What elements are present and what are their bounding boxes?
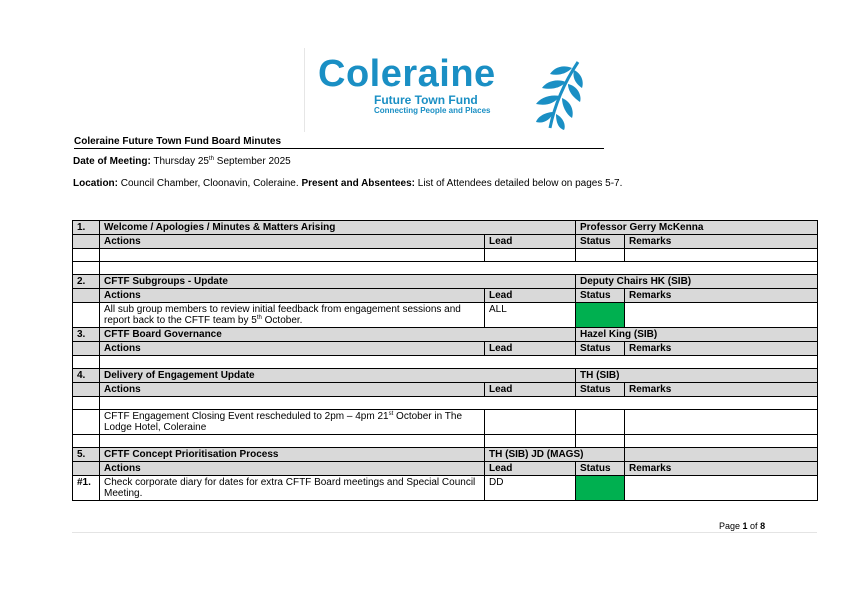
meeting-date: [73, 156, 291, 168]
item-title: CFTF Subgroups - Update: [100, 275, 576, 289]
action-row: [73, 410, 818, 435]
item-number: 1.: [73, 221, 100, 235]
action-lead: DD: [485, 476, 576, 501]
actions-col-label: Actions: [100, 383, 485, 397]
logo-subtitle: Future Town Fund: [374, 93, 478, 107]
actions-col-label: Actions: [100, 462, 485, 476]
footer-divider: [72, 532, 817, 533]
status-col-label: Status: [576, 383, 625, 397]
present-value: List of Attendees detailed below on pages 5-7.: [415, 178, 623, 189]
status-indicator: [576, 303, 625, 328]
lead-col-label: Lead: [485, 383, 576, 397]
item-number: 5.: [73, 448, 100, 462]
coleraine-logo: [304, 48, 588, 132]
action-description: CFTF Engagement Closing Event rescheduled to 2pm – 4pm 21st October in The Lodge Hotel, Coleraine: [100, 410, 485, 435]
actions-header-row: [73, 289, 818, 303]
item-header-row: [73, 275, 818, 289]
action-row: [73, 303, 818, 328]
action-remarks: [625, 303, 818, 328]
action-description: Check corporate diary for dates for extra CFTF Board meetings and Special Council Meeting.: [100, 476, 485, 501]
item-owner: TH (SIB) JD (MAGS): [485, 448, 625, 462]
minutes-table: [72, 220, 818, 501]
item-header-row: [73, 328, 818, 342]
leaf-icon: [532, 56, 588, 132]
remarks-col-label: Remarks: [625, 342, 818, 356]
action-description: All sub group members to review initial feedback from engagement sessions and report back to the CFTF team by 5th October.: [100, 303, 485, 328]
empty-row: [73, 435, 818, 448]
actions-header-row: [73, 383, 818, 397]
action-remarks: [625, 476, 818, 501]
actions-col-label: Actions: [100, 235, 485, 249]
lead-col-label: Lead: [485, 235, 576, 249]
item-title: CFTF Concept Prioritisation Process: [100, 448, 485, 462]
status-col-label: Status: [576, 289, 625, 303]
status-col-label: Status: [576, 235, 625, 249]
action-number: #1.: [73, 476, 100, 501]
status-col-label: Status: [576, 342, 625, 356]
remarks-col-label: Remarks: [625, 289, 818, 303]
actions-header-row: [73, 462, 818, 476]
status-indicator: [576, 476, 625, 501]
item-header-row: [73, 448, 818, 462]
item-owner: TH (SIB): [576, 369, 818, 383]
item-header-row: [73, 221, 818, 235]
status-indicator: [576, 410, 625, 435]
status-col-label: Status: [576, 462, 625, 476]
date-month: September 2025: [214, 156, 291, 167]
action-remarks: [625, 410, 818, 435]
lead-col-label: Lead: [485, 289, 576, 303]
action-row: [73, 476, 818, 501]
actions-header-row: [73, 342, 818, 356]
remarks-col-label: Remarks: [625, 235, 818, 249]
spacer-row: [73, 356, 818, 369]
logo-wordmark: Coleraine: [318, 53, 496, 95]
lead-col-label: Lead: [485, 462, 576, 476]
item-title: Welcome / Apologies / Minutes & Matters Arising: [100, 221, 576, 235]
actions-col-label: Actions: [100, 289, 485, 303]
lead-col-label: Lead: [485, 342, 576, 356]
item-owner: Deputy Chairs HK (SIB): [576, 275, 818, 289]
date-suffix: th: [208, 156, 214, 162]
actions-col-label: Actions: [100, 342, 485, 356]
action-lead: [485, 410, 576, 435]
logo-tagline: Connecting People and Places: [374, 106, 491, 115]
item-owner: Professor Gerry McKenna: [576, 221, 818, 235]
empty-row: [73, 249, 818, 262]
date-label: Date of Meeting:: [73, 156, 151, 167]
location-value: Council Chamber, Cloonavin, Coleraine.: [118, 178, 302, 189]
item-header-row: [73, 369, 818, 383]
location-label: Location:: [73, 178, 118, 189]
item-number: 3.: [73, 328, 100, 342]
item-number: 2.: [73, 275, 100, 289]
item-title: CFTF Board Governance: [100, 328, 576, 342]
title-underline: [74, 148, 604, 149]
remarks-col-label: Remarks: [625, 383, 818, 397]
meeting-location: [73, 178, 622, 190]
remarks-col-label: Remarks: [625, 462, 818, 476]
page-number: Page 1 of 8: [719, 521, 766, 531]
actions-header-row: [73, 235, 818, 249]
present-label: Present and Absentees:: [301, 178, 415, 189]
item-title: Delivery of Engagement Update: [100, 369, 576, 383]
item-owner: Hazel King (SIB): [576, 328, 818, 342]
action-lead: ALL: [485, 303, 576, 328]
spacer-row: [73, 397, 818, 410]
item-number: 4.: [73, 369, 100, 383]
date-value: Thursday 25: [153, 156, 209, 167]
spacer-row: [73, 262, 818, 275]
document-title: Coleraine Future Town Fund Board Minutes: [74, 136, 282, 147]
